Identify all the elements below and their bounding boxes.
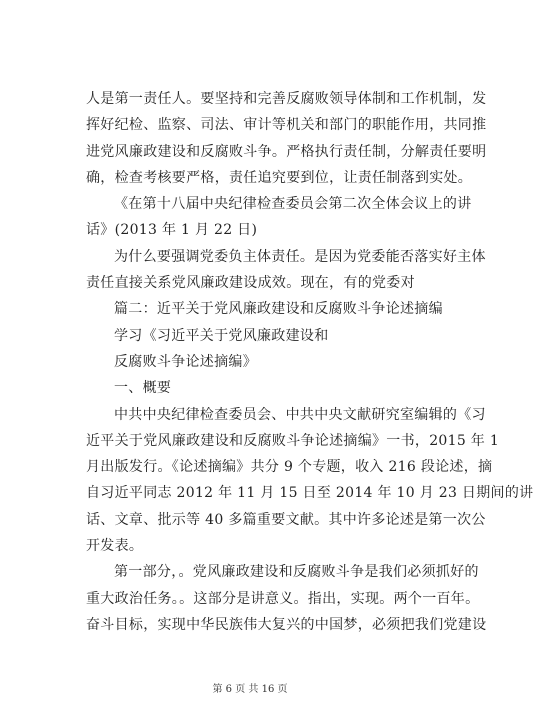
text-line: 中共中央纪律检查委员会、中共中央文献研究室编辑的《习	[114, 406, 486, 423]
text-line: 反腐败斗争论述摘编》	[114, 353, 257, 370]
text-line: 话》(2013 年 1 月 22 日)	[86, 222, 258, 239]
text-line: 挥好纪检、监察、司法、审计等机关和部门的职能作用，共同推	[86, 117, 487, 134]
text-line: 篇二：近平关于党风廉政建设和反腐败斗争论述摘编	[114, 301, 443, 318]
text-line: 责任直接关系党风廉政建设成效。现在，有的党委对	[86, 275, 415, 292]
text-line: 奋斗目标，实现中华民族伟大复兴的中国梦，必须把我们党建设	[86, 616, 487, 633]
text-line: 第一部分，。党风廉政建设和反腐败斗争是我们必须抓好的	[114, 564, 479, 581]
text-line: 开发表。	[86, 538, 144, 555]
text-line: 重大政治任务。。这部分是讲意义。指出，实现。两个一百年。	[86, 590, 480, 607]
text-line: 人是第一责任人。要坚持和完善反腐败领导体制和工作机制，发	[86, 91, 487, 107]
document-body	[86, 86, 533, 638]
text-line: 确，检查考核要严格，责任追究要到位，让责任制落到实处。	[86, 169, 473, 186]
text-line: 月出版发行。《论述摘编》共分 9 个专题，收入 216 段论述，摘	[86, 459, 493, 476]
text-line: 近平关于党风廉政建设和反腐败斗争论述摘编》一书，2015 年 1	[86, 432, 500, 449]
text-line: 一、概要	[114, 380, 172, 397]
text-line: 进党风廉政建设和反腐败斗争。严格执行责任制，分解责任要明	[86, 143, 487, 160]
text-line: 话、文章、批示等 40 多篇重要文献。其中许多论述是第一次公	[86, 511, 486, 528]
text-line: 自习近平同志 2012 年 11 月 15 日至 2014 年 10 月 23 日期间的讲	[86, 485, 533, 502]
text-line: 学习《习近平关于党风廉政建设和	[114, 327, 329, 344]
text-line: 为什么要强调党委负主体责任。是因为党委能否落实好主体	[114, 248, 486, 265]
text-line: 《在第十八届中央纪律检查委员会第二次全体会议上的讲	[114, 196, 472, 213]
page-footer: 第 6 页 共 16 页	[212, 684, 288, 695]
